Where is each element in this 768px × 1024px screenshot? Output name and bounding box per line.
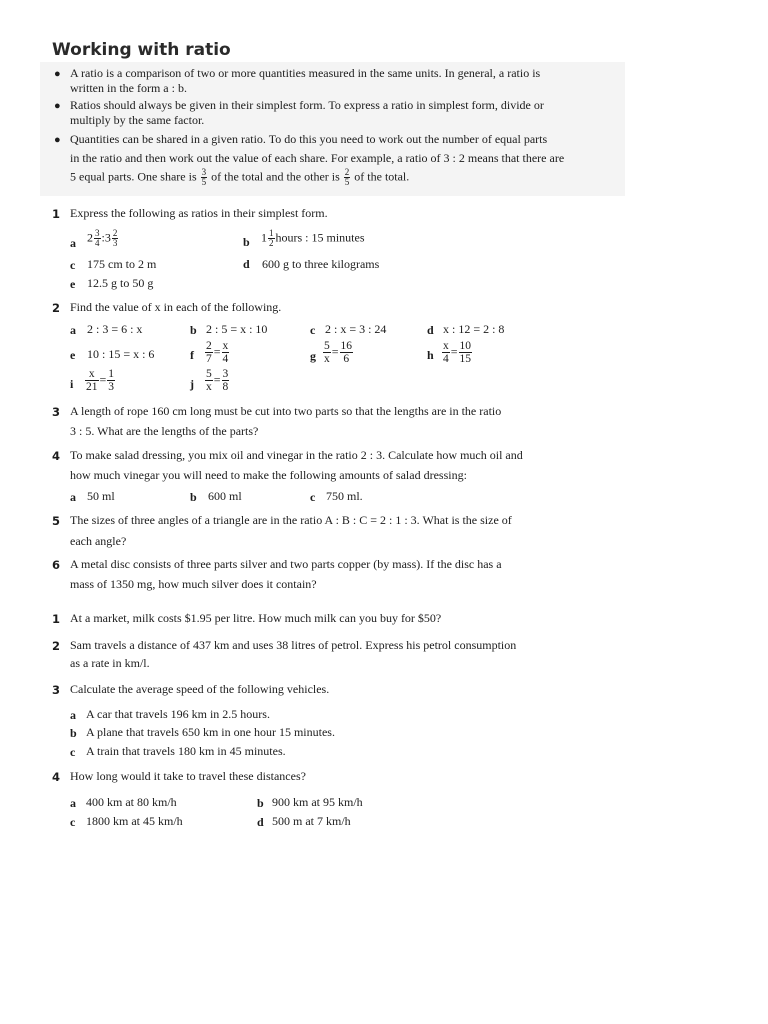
item-text: $\frac{x}{4}$ = $\frac{10}{15}$ <box>443 340 472 365</box>
question-text: Calculate the average speed of the following vehicles. <box>70 682 330 696</box>
question-number: 4 <box>52 449 61 463</box>
fraction: $\frac{10}{15}$ <box>459 340 472 365</box>
question-number: 1 <box>52 612 61 626</box>
question-text: A length of rope 160 cm long must be cut into two parts so that the lengths are in the ratio <box>70 404 502 418</box>
question-number: 6 <box>52 558 61 572</box>
item-label: c <box>70 815 76 829</box>
fraction: $\frac{5}{x}$ <box>324 340 330 365</box>
intro-text: A ratio is a comparison of two or more quantities measured in the same units. In general, a ratio is <box>70 66 541 80</box>
question-number: 2 <box>52 301 61 315</box>
item-text: $\frac{5}{x}$ = $\frac{16}{6}$ <box>324 340 353 365</box>
item-text: 50 ml <box>87 489 115 503</box>
item-text: 600 g to three kilograms <box>262 257 380 271</box>
question-number: 3 <box>52 405 61 419</box>
question-text: To make salad dressing, you mix oil and vinegar in the ratio 2 : 3. Calculate how much oil and <box>70 448 523 462</box>
item-label: b <box>190 490 197 504</box>
item-text: 2 $\frac{3}{4}$ :3 $\frac{2}{3}$ <box>87 228 118 248</box>
item-text: 750 ml. <box>326 489 363 503</box>
fraction: $\frac{1}{3}$ <box>108 368 115 393</box>
question-text: A metal disc consists of three parts silver and two parts copper (by mass). If the disc has a <box>70 557 502 571</box>
question-number: 4 <box>52 770 61 784</box>
fraction: $\frac{3}{5}$ <box>201 167 207 187</box>
item-text: A car that travels 196 km in 2.5 hours. <box>86 707 270 721</box>
question-text: How long would it take to travel these distances? <box>70 769 306 783</box>
intro-text: 5 equal parts. One share is $\frac{3}{5}$ of the total and the other is $\frac{2}{5}$ of the total. <box>70 167 410 187</box>
item-text: 400 km at 80 km/h <box>86 795 177 809</box>
item-label: b <box>190 323 197 337</box>
item-label: c <box>70 745 76 759</box>
fraction: $\frac{2}{3}$ <box>112 228 118 248</box>
item-text: 2 : 3 = 6 : x <box>87 322 143 336</box>
item-label: h <box>427 348 434 362</box>
fraction: $\frac{3}{4}$ <box>95 228 100 248</box>
item-label: e <box>70 348 76 362</box>
fraction: $\frac{2}{7}$ <box>206 340 212 365</box>
item-text: 1800 km at 45 km/h <box>86 814 183 828</box>
item-text: A plane that travels 650 km in one hour 15 minutes. <box>86 725 335 739</box>
item-label: b <box>70 726 77 740</box>
fraction: $\frac{16}{6}$ <box>340 340 353 365</box>
item-text: A train that travels 180 km in 45 minutes. <box>86 744 286 758</box>
intro-text: multiply by the same factor. <box>70 113 205 127</box>
item-label: a <box>70 323 76 337</box>
question-number: 5 <box>52 514 61 528</box>
fraction: $\frac{3}{8}$ <box>222 368 229 393</box>
intro-text: written in the form a : b. <box>70 81 187 95</box>
item-text: 600 ml <box>208 489 242 503</box>
item-label: e <box>70 277 76 291</box>
question-text: At a market, milk costs $1.95 per litre. How much milk can you buy for $50? <box>70 611 442 625</box>
question-text: Express the following as ratios in their simplest form. <box>70 206 328 220</box>
item-text: 10 : 15 = x : 6 <box>87 347 155 361</box>
item-label: a <box>70 490 76 504</box>
item-label: b <box>257 796 264 810</box>
item-text: 12.5 g to 50 g <box>87 276 154 290</box>
item-label: i <box>70 377 74 391</box>
item-label: d <box>243 257 250 271</box>
item-label: j <box>190 377 194 391</box>
intro-text: in the ratio and then work out the value of each share. For example, a ratio of 3 : 2 means that there are <box>70 151 565 165</box>
item-text: 2 : x = 3 : 24 <box>325 322 387 336</box>
question-number: 2 <box>52 639 61 653</box>
item-label: b <box>243 235 250 249</box>
item-label: f <box>190 348 194 362</box>
page-title: Working with ratio <box>52 40 231 60</box>
bullet-icon: ● <box>54 68 61 80</box>
question-text: as a rate in km/l. <box>70 656 150 670</box>
item-label: g <box>310 349 316 363</box>
bullet-icon: ● <box>54 100 61 112</box>
item-label: d <box>427 323 434 337</box>
item-label: c <box>310 490 316 504</box>
question-text: how much vinegar you will need to make the following amounts of salad dressing: <box>70 468 467 482</box>
fraction: $\frac{1}{2}$ <box>269 228 274 248</box>
item-label: c <box>70 258 76 272</box>
question-number: 1 <box>52 207 61 221</box>
fraction: $\frac{x}{4}$ <box>443 340 449 365</box>
question-text: Find the value of x in each of the following. <box>70 300 282 314</box>
item-text: 500 m at 7 km/h <box>272 814 351 828</box>
intro-text: Quantities can be shared in a given ratio. To do this you need to work out the number of equal parts <box>70 132 548 146</box>
question-number: 3 <box>52 683 61 697</box>
fraction: $\frac{x}{21}$ <box>86 368 98 393</box>
fraction: $\frac{5}{x}$ <box>206 368 212 393</box>
item-text: 1 $\frac{1}{2}$ hours : 15 minutes <box>261 228 365 248</box>
fraction: $\frac{x}{4}$ <box>222 340 229 365</box>
item-label: a <box>70 796 76 810</box>
item-label: a <box>70 236 76 250</box>
fraction: $\frac{2}{5}$ <box>344 167 350 187</box>
bullet-icon: ● <box>54 134 61 146</box>
item-text: $\frac{x}{21}$ = $\frac{1}{3}$ <box>86 368 115 393</box>
item-label: c <box>310 323 316 337</box>
item-label: d <box>257 815 264 829</box>
question-text: Sam travels a distance of 437 km and uses 38 litres of petrol. Express his petrol consumption <box>70 638 517 652</box>
question-text: mass of 1350 mg, how much silver does it contain? <box>70 577 317 591</box>
question-text: The sizes of three angles of a triangle are in the ratio A : B : C = 2 : 1 : 3. What is the size of <box>70 513 512 527</box>
item-text: $\frac{5}{x}$ = $\frac{3}{8}$ <box>206 368 229 393</box>
question-text: each angle? <box>70 534 127 548</box>
item-text: x : 12 = 2 : 8 <box>443 322 505 336</box>
question-text: 3 : 5. What are the lengths of the parts? <box>70 424 259 438</box>
item-text: 175 cm to 2 m <box>87 257 157 271</box>
item-label: a <box>70 708 76 722</box>
item-text: $\frac{2}{7}$ = $\frac{x}{4}$ <box>206 340 229 365</box>
intro-text: Ratios should always be given in their simplest form. To express a ratio in simplest form, divide or <box>70 98 544 112</box>
item-text: 900 km at 95 km/h <box>272 795 363 809</box>
item-text: 2 : 5 = x : 10 <box>206 322 268 336</box>
